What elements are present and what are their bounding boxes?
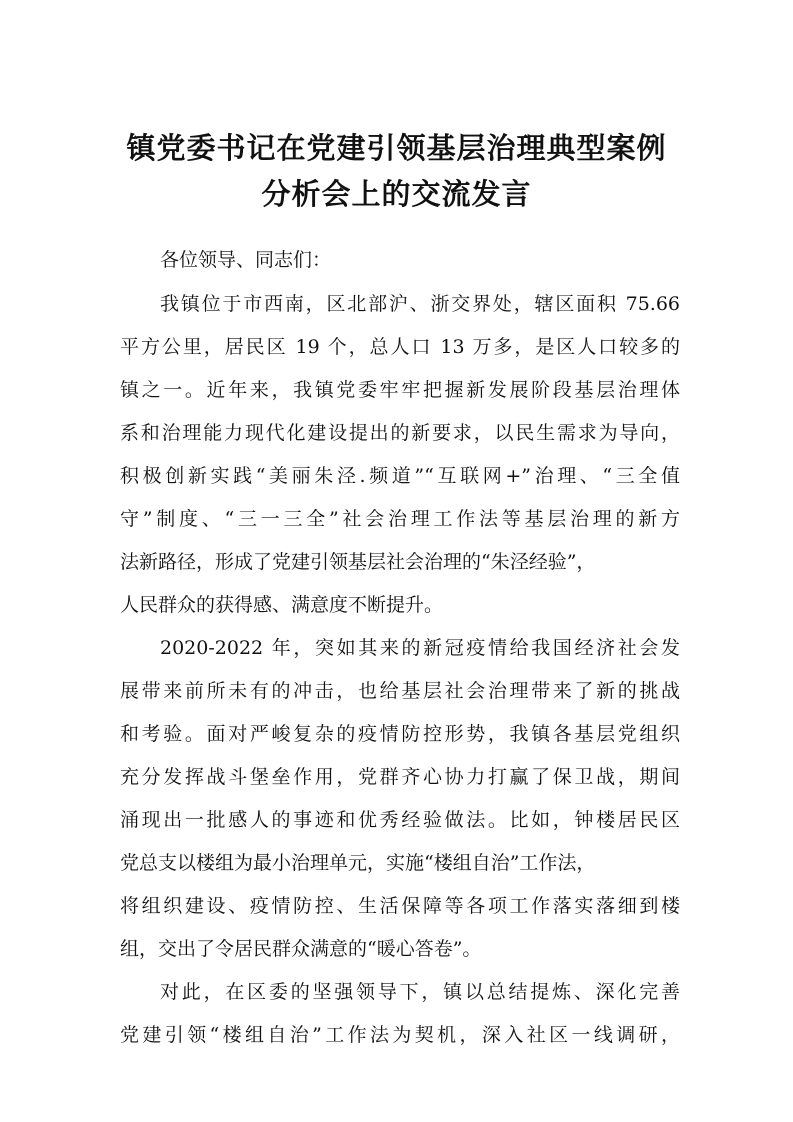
paragraph-line: 人民群众的获得感、满意度不断提升。 — [120, 594, 444, 616]
document-title-line-2: 分析会上的交流发言 — [261, 177, 532, 211]
paragraph-line: 党建引领“楼组自治”工作法为契机，深入社区一线调研， — [120, 1024, 680, 1046]
paragraph-line: 涌现出一批感人的事迹和优秀经验做法。比如，钟楼居民区 — [120, 809, 680, 831]
paragraph-line: 和考验。面对严峻复杂的疫情防控形势，我镇各基层党组织 — [120, 723, 680, 745]
paragraph-line: 镇之一。近年来，我镇党委牢牢把握新发展阶段基层治理体 — [120, 379, 680, 401]
paragraph-line: 平方公里，居民区 19 个，总人口 13 万多，是区人口较多的 — [120, 336, 680, 358]
paragraph-line: 我镇位于市西南，区北部沪、浙交界处，辖区面积 75.66 — [160, 293, 680, 315]
salutation: 各位领导、同志们： — [160, 249, 332, 271]
paragraph-line: 组，交出了令居民群众满意的“暖心答卷”。 — [120, 938, 482, 960]
paragraph-line: 对此，在区委的坚强领导下，镇以总结提炼、深化完善 — [160, 981, 680, 1003]
paragraph-line: 展带来前所未有的冲击，也给基层社会治理带来了新的挑战 — [120, 680, 680, 702]
paragraph-line: 积极创新实践“美丽朱泾.频道”“互联网+”治理、“三全值 — [120, 465, 680, 487]
paragraph-line: 党总支以楼组为最小治理单元，实施“楼组自治”工作法， — [120, 852, 596, 874]
document-title-line-1: 镇党委书记在党建引领基层治理典型案例 — [126, 131, 667, 165]
paragraph-line: 系和治理能力现代化建设提出的新要求，以民生需求为导向， — [120, 422, 680, 444]
paragraph-line: 法新路径，形成了党建引领基层社会治理的“朱泾经验”， — [120, 551, 596, 573]
paragraph-line: 将组织建设、疫情防控、生活保障等各项工作落实落细到楼 — [120, 895, 680, 917]
paragraph-line: 2020-2022 年，突如其来的新冠疫情给我国经济社会发 — [160, 637, 680, 659]
paragraph-line: 守”制度、“三一三全”社会治理工作法等基层治理的新方 — [120, 508, 680, 530]
paragraph-line: 充分发挥战斗堡垒作用，党群齐心协力打赢了保卫战，期间 — [120, 766, 680, 788]
